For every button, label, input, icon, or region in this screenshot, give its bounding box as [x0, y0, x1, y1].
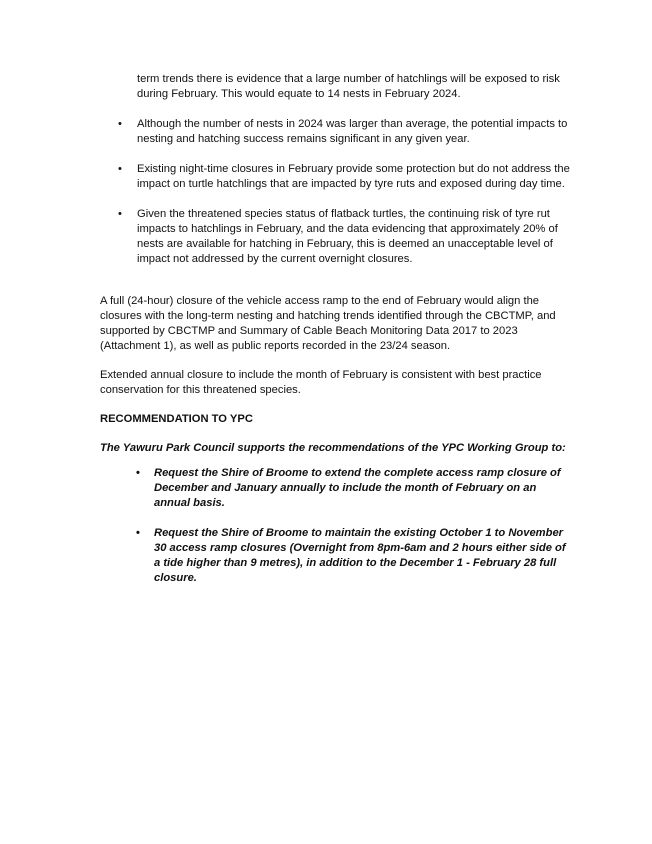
bullet-marker: • [118, 208, 122, 220]
bullet-text: Existing night-time closures in February provide some protection but do not address the impact on turtle hatchlings that are impacted by tyre ruts and exposed during day time. [137, 163, 570, 190]
bullet-text: Although the number of nests in 2024 was larger than average, the potential impacts to nesting and hatching success remains significant in any given year. [137, 118, 568, 145]
recommendation-text: Request the Shire of Broome to extend the complete access ramp closure of December and January annually to include the month of February on an annual basis. [154, 467, 561, 509]
bullet-marker: • [136, 527, 140, 539]
recommendation-intro: The Yawuru Park Council supports the recommendations of the YPC Working Group to: [100, 442, 566, 454]
bullet-marker: • [118, 163, 122, 175]
recommendation-item-extend-closure [116, 466, 566, 511]
findings-bullet-list [100, 117, 570, 282]
closure-paragraph: A full (24-hour) closure of the vehicle access ramp to the end of February would align the closures with the long-term nesting and hatching trends identified through the CBCTMP, and supported by CBCTMP and Summary of Cable Beach Monitoring Data 2017 to 2023 (Attachment 1), as well as public reports recorded in the 23/24 season. [100, 295, 556, 352]
bullet-item-threatened-species [100, 207, 570, 267]
recommendation-list [116, 466, 566, 601]
bullet-text: Given the threatened species status of flatback turtles, the continuing risk of tyre rut impacts to hatchlings in February, and the data evidencing that approximately 20% of nests are available for hatching in February, this is deemed an unacceptable level of impact not addressed by the current overnight closures. [137, 208, 558, 265]
bullet-marker: • [118, 118, 122, 130]
bullet-item-nests-2024 [100, 117, 570, 147]
recommendation-text: Request the Shire of Broome to maintain the existing October 1 to November 30 access ramp closures (Overnight from 8pm-6am and 2 hours either side of a tide higher than 9 metres), in addition to the December 1 - February 28 full closure. [154, 527, 566, 584]
bullet-marker: • [136, 467, 140, 479]
recommendation-heading: RECOMMENDATION TO YPC [100, 413, 253, 425]
best-practice-paragraph: Extended annual closure to include the month of February is consistent with best practice conservation for this threatened species. [100, 369, 542, 396]
continuation-paragraph: term trends there is evidence that a large number of hatchlings will be exposed to risk during February. This would equate to 14 nests in February 2024. [137, 73, 560, 100]
recommendation-item-maintain-closures [116, 526, 566, 586]
bullet-item-night-closures [100, 162, 570, 192]
